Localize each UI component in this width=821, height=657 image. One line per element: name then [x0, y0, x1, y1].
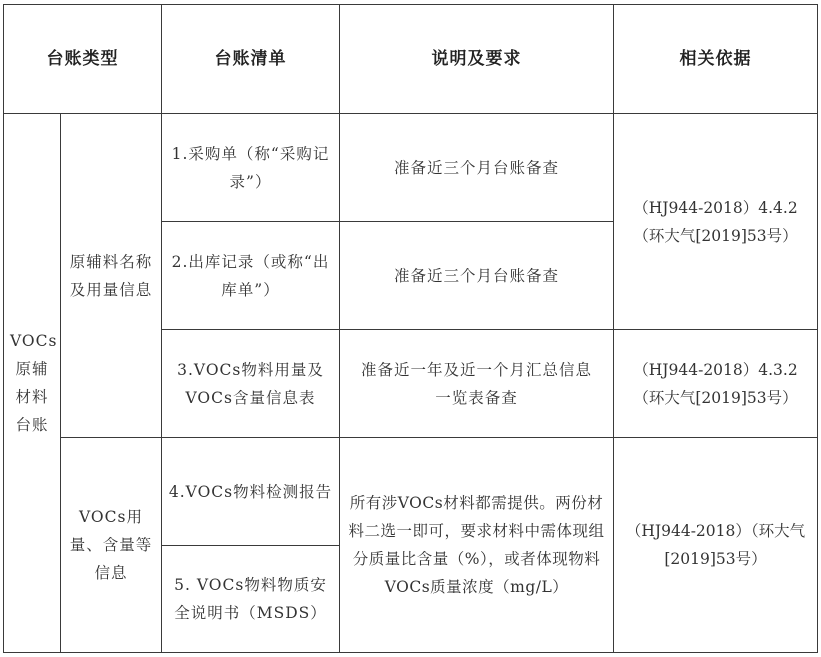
group-cell-vocs: VOCs用量、含量等信息	[61, 438, 162, 653]
basis-cell: （HJ944-2018）4.4.2（环大气[2019]53号）	[614, 114, 818, 330]
basis-cell: （HJ944-2018）4.3.2（环大气[2019]53号）	[614, 330, 818, 438]
list-item-msds: 5. VOCs物料物质安全说明书（MSDS）	[162, 546, 340, 653]
table-row	[4, 438, 818, 546]
description-cell: 准备近三个月台账备查	[340, 114, 614, 222]
header-row	[4, 5, 818, 114]
header-description: 说明及要求	[340, 5, 614, 114]
list-item-usage-table: 3.VOCs物料用量及VOCs含量信息表	[162, 330, 340, 438]
ledger-type-cell: VOCs原辅材料台账	[4, 114, 61, 653]
description-cell: 准备近一年及近一个月汇总信息一览表备查	[340, 330, 614, 438]
basis-cell: （HJ944-2018）（环大气[2019]53号）	[614, 438, 818, 653]
list-item-outbound: 2.出库记录（或称“出库单”）	[162, 222, 340, 330]
list-item-purchase: 1.采购单（称“采购记录”）	[162, 114, 340, 222]
table-row	[4, 114, 818, 222]
description-cell: 准备近三个月台账备查	[340, 222, 614, 330]
list-item-test-report: 4.VOCs物料检测报告	[162, 438, 340, 546]
vocs-ledger-table	[3, 4, 818, 653]
header-ledger-type: 台账类型	[4, 5, 162, 114]
group-cell-materials: 原辅料名称及用量信息	[61, 114, 162, 438]
description-cell: 所有涉VOCs材料都需提供。两份材料二选一即可，要求材料中需体现组分质量比含量（%），或者体现物料VOCs质量浓度（mg/L）	[340, 438, 614, 653]
header-ledger-list: 台账清单	[162, 5, 340, 114]
header-basis: 相关依据	[614, 5, 818, 114]
